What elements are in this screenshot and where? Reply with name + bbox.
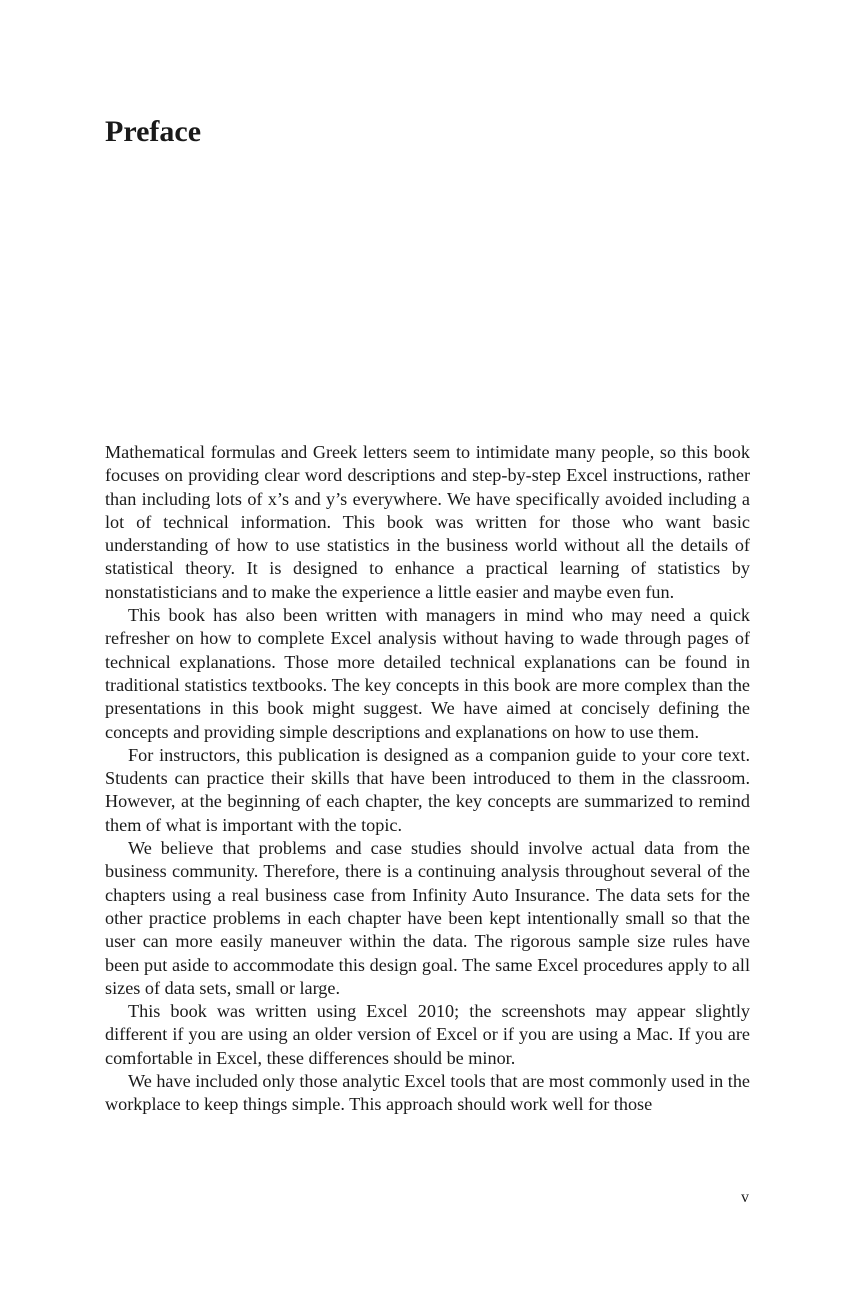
preface-body: [105, 441, 750, 1117]
page-number: v: [741, 1189, 749, 1206]
paragraph-5: This book was written using Excel 2010; the screenshots may appear slightly different if you are using an older version of Excel or if you are using a Mac. If you are comfortable in Excel, these differences should be minor.: [105, 1001, 750, 1068]
page-title: Preface: [105, 115, 202, 148]
paragraph-6: We have included only those analytic Excel tools that are most commonly used in the workplace to keep things simple. This approach should work well for those: [105, 1071, 750, 1115]
paragraph-1: Mathematical formulas and Greek letters seem to intimidate many people, so this book focuses on providing clear word descriptions and step-by-step Excel instructions, rather than including lots of x’s and y’s everywhere. We have specifically avoided including a lot of technical information. This book was written for those who want basic understanding of how to use statistics in the business world without all the details of statistical theory. It is designed to enhance a practical learning of statistics by nonstatisticians and to make the experience a little easier and maybe even fun.: [105, 442, 750, 602]
paragraph-2: This book has also been written with managers in mind who may need a quick refresher on how to complete Excel analysis without having to wade through pages of technical explanations. Those more detailed technical explanations can be found in traditional statistics textbooks. The key concepts in this book are more complex than the presentations in this book might suggest. We have aimed at concisely defining the concepts and providing simple descriptions and explanations on how to use them.: [105, 605, 750, 742]
paragraph-3: For instructors, this publication is designed as a companion guide to your core text. Students can practice their skills that have been introduced to them in the classroom. However, at the beginning of each chapter, the key concepts are summarized to remind them of what is important with the topic.: [105, 744, 750, 835]
paragraph-4: We believe that problems and case studies should involve actual data from the business community. Therefore, there is a continuing analysis throughout several of the chapters using a real business case from Infinity Auto Insurance. The data sets for the other practice problems in each chapter have been kept intentionally small so that the user can more easily maneuver within the data. The rigorous sample size rules have been put aside to accommodate this design goal. The same Excel procedures apply to all sizes of data sets, small or large.: [105, 838, 750, 998]
